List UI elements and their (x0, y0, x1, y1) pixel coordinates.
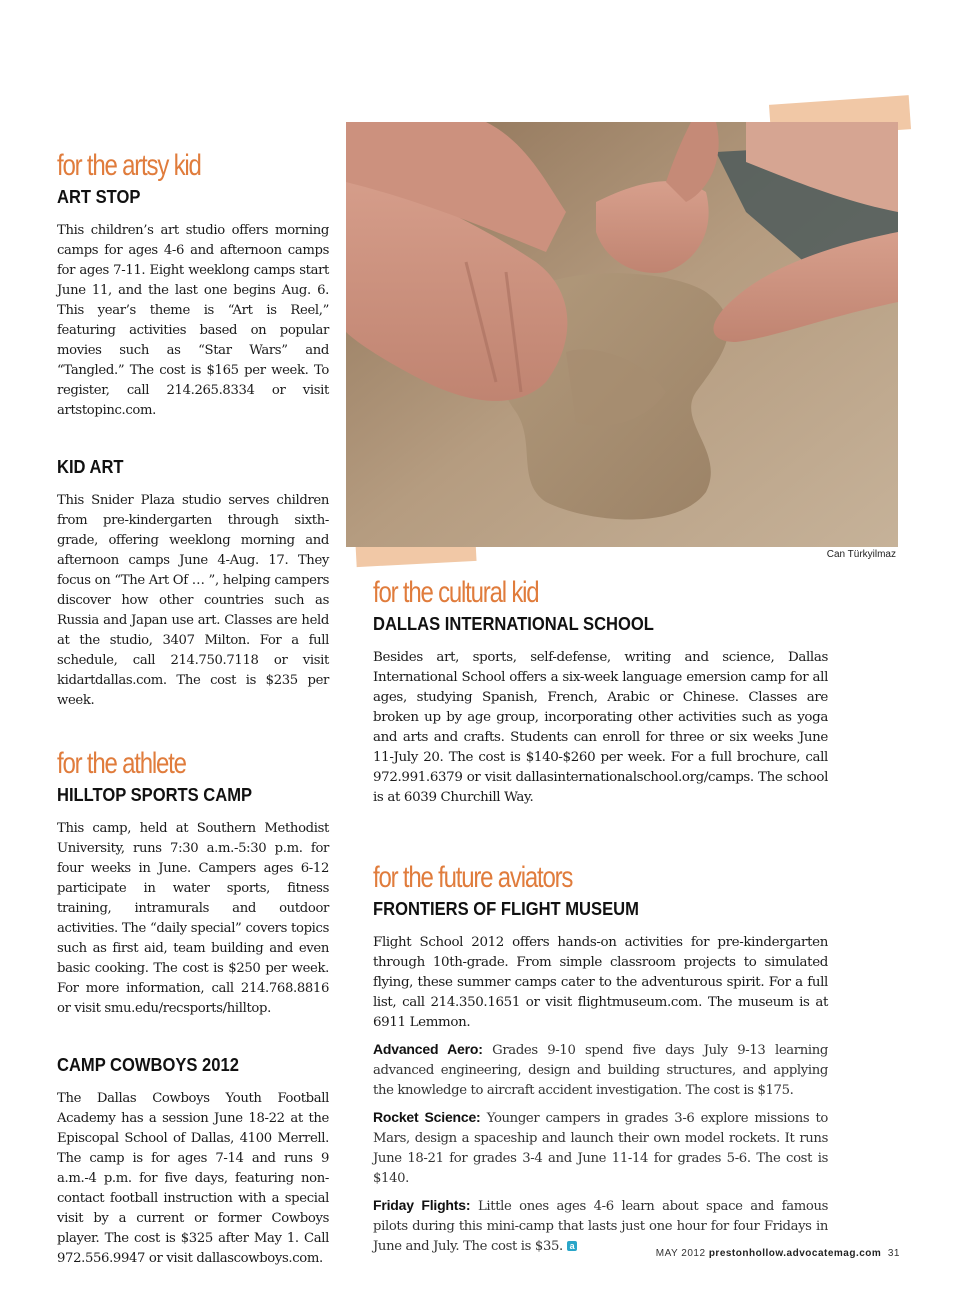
body-art-stop: This children’s art studio offers morning camps for ages 4-6 and afternoon camps for ages 7-11. Eight weeklong camps start June 11, and the last one begins Aug. 6. This year’s theme is “Art is Reel,” featuring activities based on popular movies such as “Star Wars” and “Tangled.” The cost is $165 per week. To register, call 214.265.8334 or visit artstopinc.com. (57, 223, 329, 418)
program-title: Advanced Aero: (373, 1041, 483, 1057)
heading-hilltop: HILLTOP SPORTS CAMP (57, 785, 253, 805)
body-frontiers-of-flight: Flight School 2012 offers hands-on activities for pre-kindergarten through 10th-grade. From simple classroom projects to simulated flying, these summer camps cater to the adventurous spirit. For a full list, call 214.350.1651 or visit flightmuseum.com. The museum is at 6911 Lemmon. (373, 935, 828, 1030)
program-title: Friday Flights: (373, 1197, 471, 1213)
program-text: Little ones ages 4-6 learn about space and famous pilots during this mini-camp that lasts just one hour for four Fridays in June and July. The cost is $35. (373, 1199, 829, 1254)
heading-art-stop: ART STOP (57, 187, 141, 207)
photo-credit: Can Türkyilmaz (826, 549, 896, 560)
page-footer (600, 1248, 900, 1259)
program-text: Younger campers in grades 3-6 explore missions to Mars, design a spaceship and launch their own model rockets. It runs June 18-21 for grades 3-4 and June 11-14 for grades 5-6. The cost is $140. (373, 1111, 828, 1186)
heading-camp-cowboys: CAMP COWBOYS 2012 (57, 1055, 239, 1075)
category-cultural: for the cultural kid (373, 576, 539, 609)
right-column (373, 575, 828, 1257)
body-dallas-international: Besides art, sports, self-defense, writing and science, Dallas International School offers a six-week language emersion camp for all ages, studying Spanish, French, Arabic or Chinese. Classes are broken up by age group, incorporating other activities such as yoga and arts and crafts. Students can enroll for three or six weeks June 11-July 20. The cost is $140-$260 per week. For a full brochure, call 972.991.6379 or visit dallasinternationalschool.org/camps. The school is at 6039 Churchill Way. (373, 650, 828, 805)
heading-dallas-international: DALLAS INTERNATIONAL SCHOOL (373, 614, 654, 634)
body-camp-cowboys: The Dallas Cowboys Youth Football Academy has a session June 18-22 at the Episcopal School of Dallas, 4100 Merrell. The camp is for ages 7-14 and runs 9 a.m.-4 p.m. for five days, featuring non-contact football instruction with a special visit by a current or former Cowboys player. The cost is $325 after May 1. Call 972.556.9947 or visit dallascowboys.com. (57, 1091, 329, 1266)
pottery-photo (346, 122, 898, 547)
end-mark-icon: a (567, 1241, 577, 1251)
page-number: 31 (887, 1248, 900, 1259)
program-title: Rocket Science: (373, 1109, 481, 1125)
heading-kid-art: KID ART (57, 457, 124, 477)
footer-site: prestonhollow.advocatemag.com (708, 1248, 882, 1259)
heading-frontiers-of-flight: FRONTIERS OF FLIGHT MUSEUM (373, 899, 639, 919)
program-rocket-science (373, 1107, 828, 1189)
category-athlete: for the athlete (57, 747, 186, 780)
pottery-hands-illustration (346, 122, 898, 547)
program-text: Grades 9-10 spend five days July 9-13 learning advanced engineering, design and building structures, and applying the knowledge to aircraft accident investigation. The cost is $175. (373, 1043, 828, 1098)
program-advanced-aero (373, 1039, 828, 1101)
left-column (57, 148, 329, 1269)
body-kid-art: This Snider Plaza studio serves children from pre-kindergarten through sixth-grade, offering weeklong morning and afternoon camps June 4-Aug. 17. They focus on “The Art Of … ”, helping campers discover how other countries such as Russia and Japan use art. Classes are held at the studio, 3407 Milton. For a full schedule, call 214.750.7118 or visit kidartdallas.com. The cost is $235 per week. (57, 493, 329, 708)
body-hilltop: This camp, held at Southern Methodist University, runs 7:30 a.m.-5:30 p.m. for four weeks in June. Campers ages 6-12 participate in water sports, fitness training, intramurals and outdoor activities. The “daily special” covers topics such as first aid, team building and even basic cooking. The cost is $250 per week. For more information, call 214.768.8816 or visit smu.edu/recsports/hilltop. (57, 821, 329, 1016)
category-aviators: for the future aviators (373, 861, 573, 894)
footer-date: MAY 2012 (655, 1248, 706, 1259)
category-artsy: for the artsy kid (57, 149, 201, 182)
